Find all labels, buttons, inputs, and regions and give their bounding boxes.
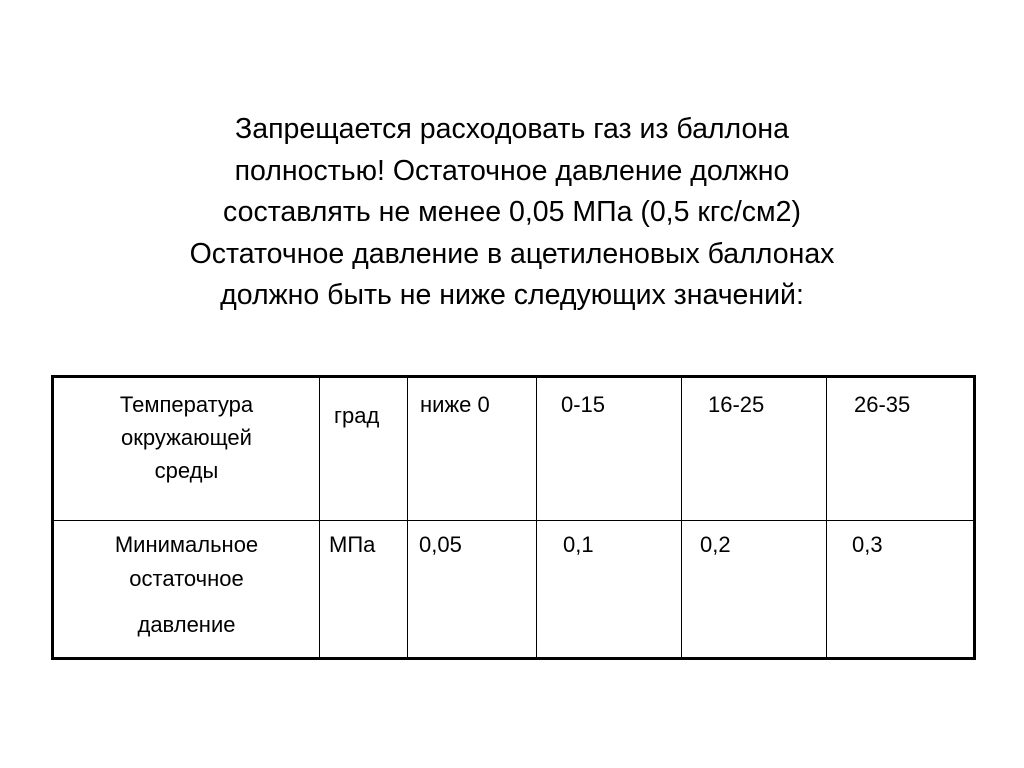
heading-line: должно быть не ниже следующих значений: — [220, 279, 804, 311]
row-label-cell — [53, 377, 320, 521]
pressure-table — [51, 375, 976, 660]
row-label-line: среды — [154, 458, 219, 483]
unit-text: МПа — [329, 532, 376, 557]
value-text: ниже 0 — [420, 392, 490, 417]
heading-line: полностью! Остаточное давление должно — [234, 154, 790, 187]
heading-line: составлять не менее 0,05 МПа (0,5 кгс/см2) — [223, 196, 801, 228]
value-cell — [537, 377, 682, 521]
table-row-min-pressure — [53, 521, 975, 659]
unit-text: град — [334, 403, 380, 428]
row-label-line: Минимальное — [114, 532, 259, 557]
value-text: 0,2 — [700, 532, 731, 557]
value-text: 0,3 — [852, 532, 883, 557]
heading-line: Остаточное давление в ацетиленовых баллонах — [189, 237, 835, 270]
value-cell — [537, 521, 682, 659]
value-text: 26-35 — [854, 392, 911, 417]
row-label-line: Температура — [119, 392, 254, 417]
value-text: 0,1 — [563, 532, 594, 557]
slide-heading — [100, 109, 924, 317]
value-text: 0,05 — [419, 532, 462, 557]
value-cell — [408, 521, 537, 659]
heading-line: Запрещается расходовать газ из баллона — [235, 113, 789, 145]
value-cell — [827, 377, 975, 521]
value-text: 0-15 — [561, 392, 606, 417]
value-cell — [827, 521, 975, 659]
unit-cell — [320, 377, 408, 521]
row-label-line: давление — [137, 612, 236, 637]
value-cell — [682, 377, 827, 521]
value-cell — [682, 521, 827, 659]
row-label-line: окружающей — [121, 425, 252, 450]
unit-cell — [320, 521, 408, 659]
table-row-temperature — [53, 377, 975, 521]
value-text: 16-25 — [708, 392, 765, 417]
value-cell — [408, 377, 537, 521]
row-label-cell — [53, 521, 320, 659]
row-label-line: остаточное — [129, 566, 244, 591]
